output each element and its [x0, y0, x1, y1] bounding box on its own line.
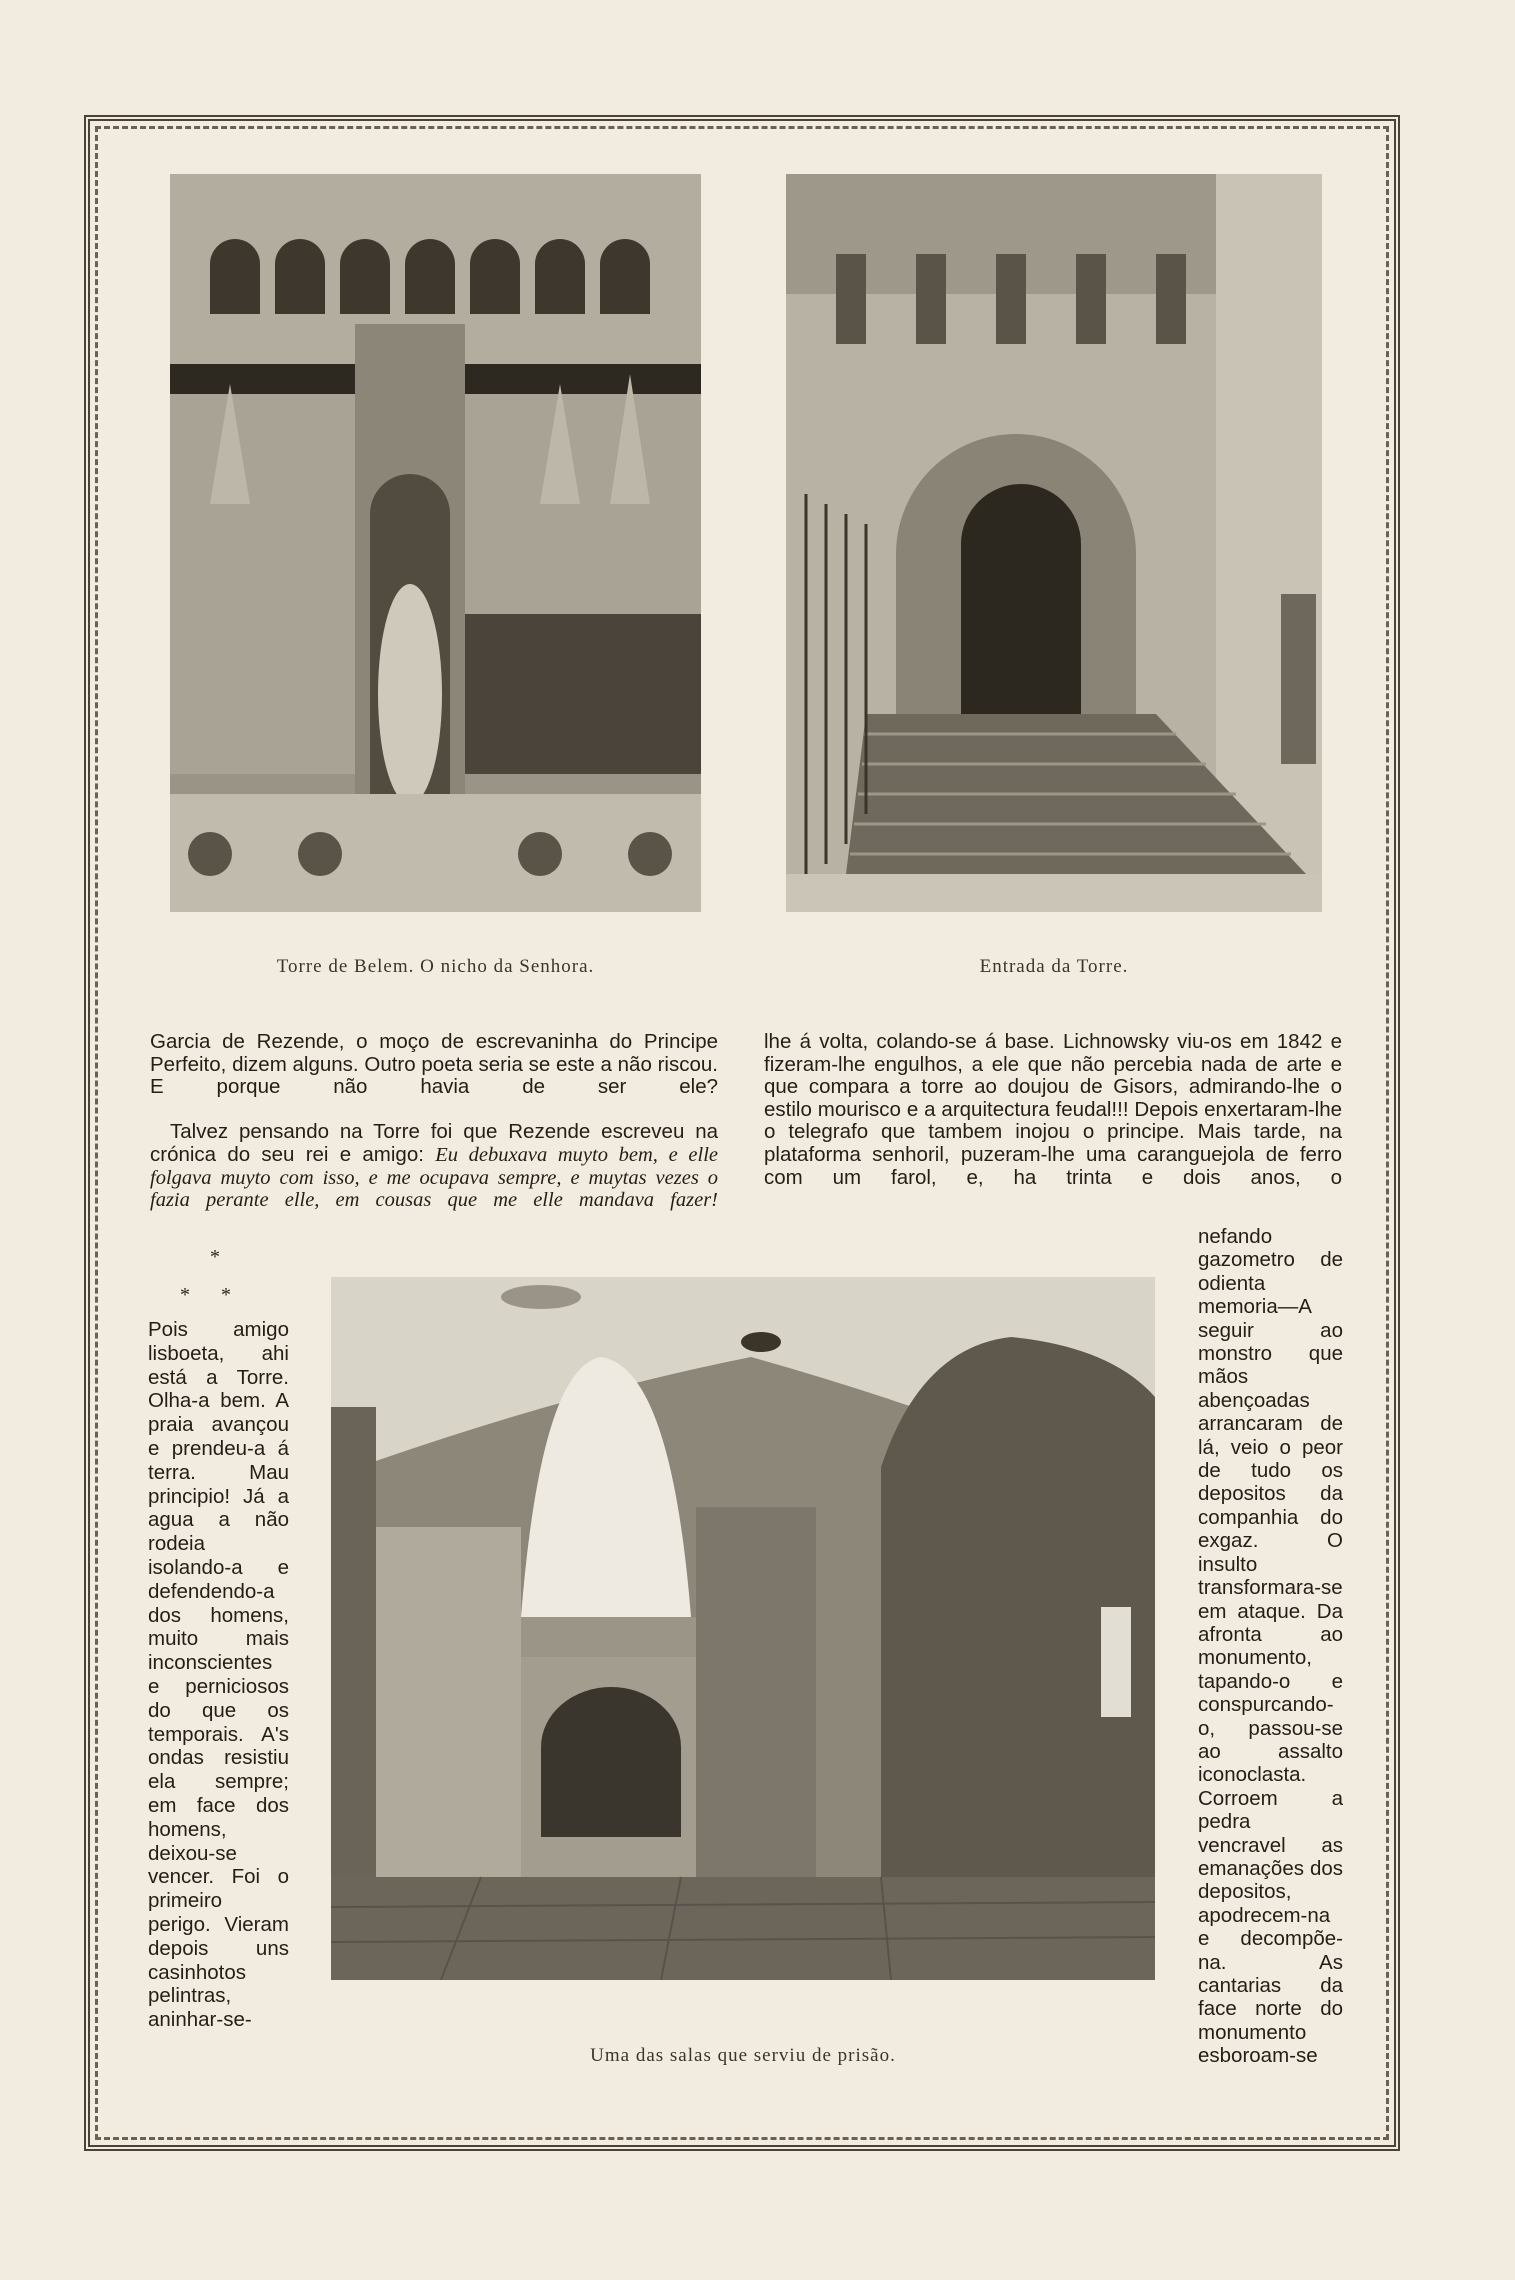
photo-prison-room	[331, 1277, 1155, 1980]
column-right-narrow: nefando gazometro de odienta memoria—A seguir ao monstro que mãos abençoadas arrancaram de lá, veio o peor de tudo os depositos da companhia do exgaz. O insulto transformara-se em ataque. Da afronta ao monumento, tapando-o e conspurcando-o, passou-se ao assalto iconoclasta. Corroem a pedra vencravel as emanações dos depositos, apodrecem-na e decompõe-na. As cantarias da face norte do monumento esboroam-se	[1198, 1225, 1343, 2068]
column-left-narrow: Pois amigo lisboeta, ahi está a Torre. Olha-a bem. A praia avançou e prendeu-a á terra. Mau principio! Já a agua a não rodeia isolando-a e defendendo-a dos homens, muito mais inconscientes e perniciosos do que os temporais. A's ondas resistiu ela sempre; em face dos homens, deixou-se vencer. Foi o primeiro perigo. Vieram depois uns casinhotos pelintras, aninhar-se-	[148, 1318, 289, 2032]
photo-niche-senhora	[170, 174, 701, 912]
chronicle-quote: Eu debuxava muyto bem, e elle folgava muyto com isso, e me ocupava sempre, e muytas vezes o fazia perante elle, em cousas que me elle mandava fazer!	[150, 1143, 718, 1212]
caption-prison: Uma das salas que serviu de prisão.	[590, 2045, 896, 2066]
photo-entrada-torre	[786, 174, 1322, 912]
column-right-top: lhe á volta, colando-se á base. Lichnowsky viu-os em 1842 e fizeram-lhe engulhos, a ele que não percebia nada de arte e que compara a torre ao doujou de Gisors, admirando-lhe o estilo mourisco e a arquitectura feudal!!! Depois enxertaram-lhe o telegrafo que tambem inojou o principe. Mais tarde, na plataforma senhoril, puzeram-lhe uma caranguejola de ferro com um farol, e, ha trinta e dois anos, o	[764, 1030, 1342, 1189]
separator-star-top: *	[210, 1246, 220, 1268]
paragraph-rezende: Garcia de Rezende, o moço de escrevaninha do Principe Perfeito, dizem alguns. Outro poeta seria se este a não riscou. E porque não havia de ser ele?	[150, 1030, 718, 1099]
separator-star-pair: * *	[180, 1284, 231, 1306]
paragraph-chronicle	[150, 1121, 718, 1234]
chronicle-intro: Talvez pensando na Torre foi que Rezende escreveu na crónica do seu rei e amigo:	[150, 1120, 718, 1166]
caption-entrance: Entrada da Torre.	[979, 956, 1129, 977]
column-left-top	[150, 1031, 718, 1234]
caption-niche: Torre de Belem. O nicho da Senhora.	[276, 956, 595, 977]
